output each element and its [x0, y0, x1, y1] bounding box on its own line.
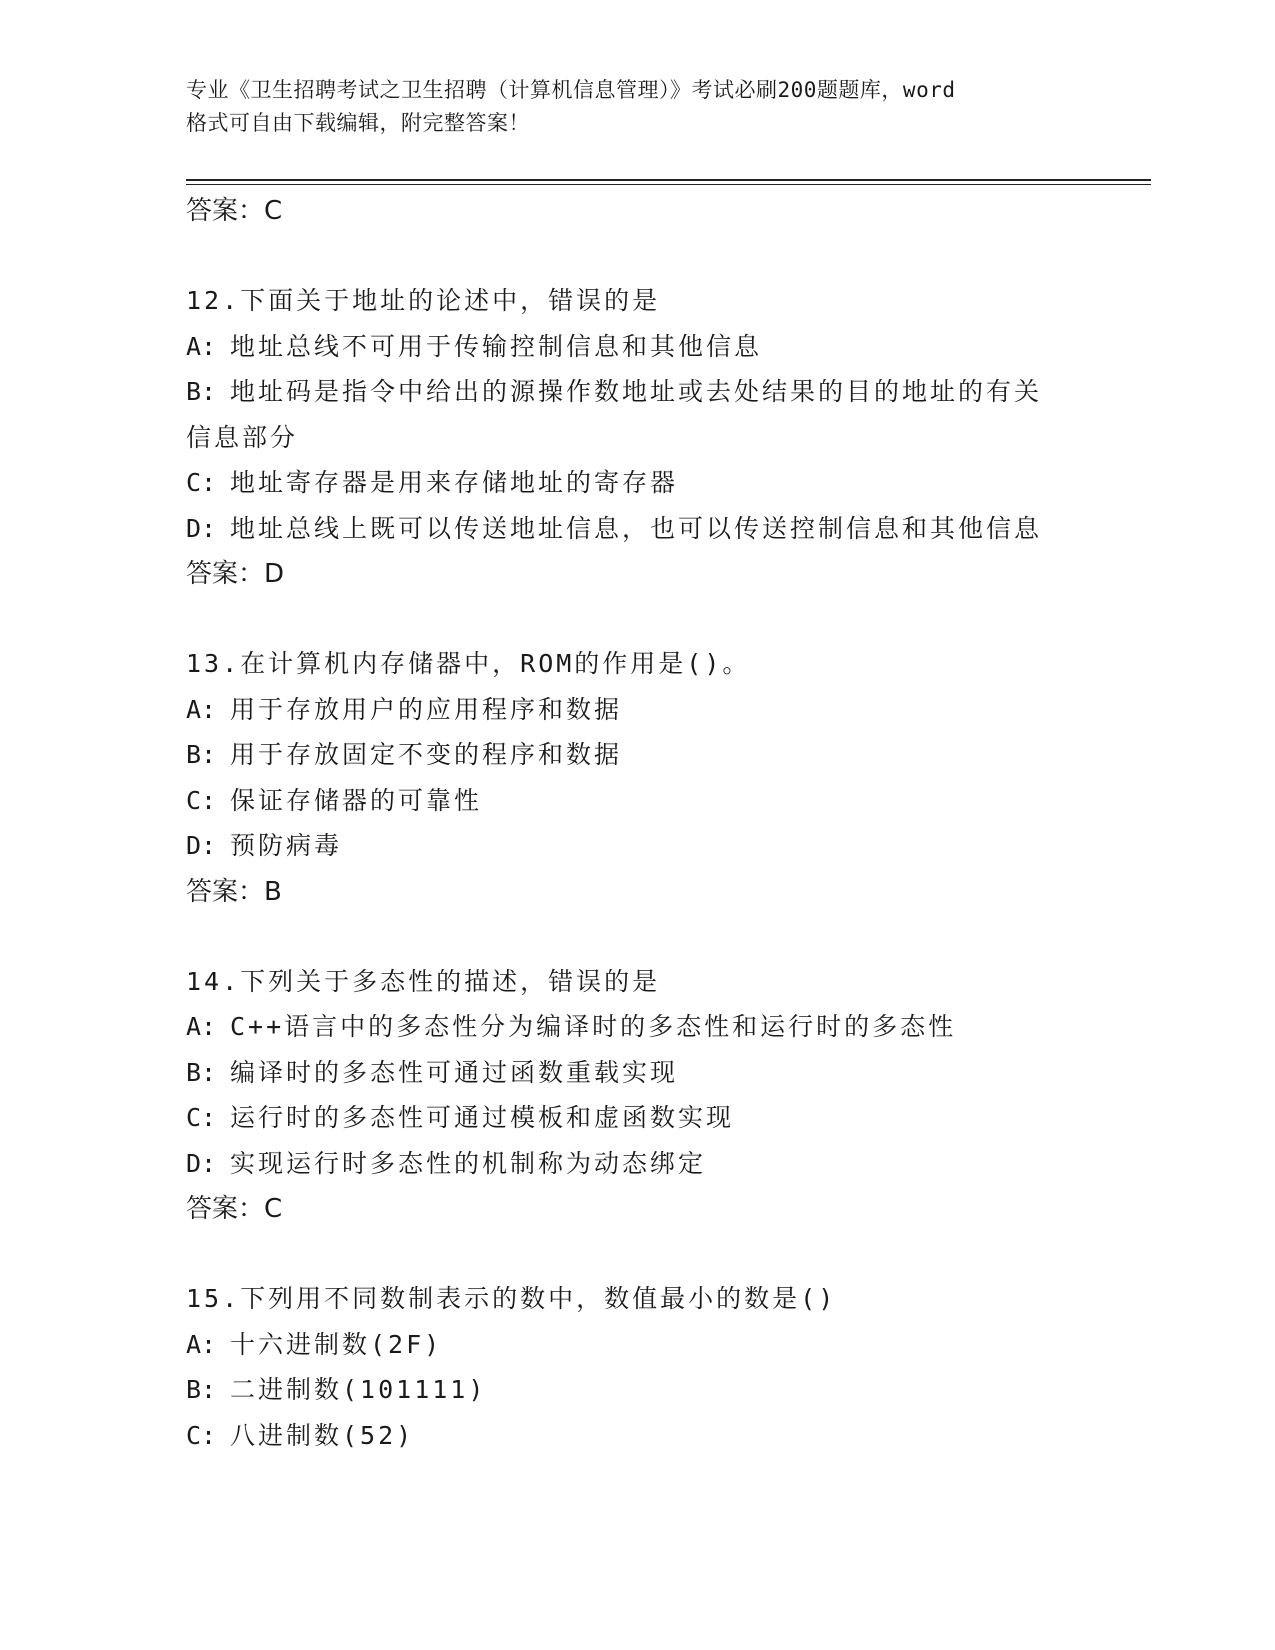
option-key: D: — [186, 831, 217, 860]
option-key: A: — [186, 331, 217, 361]
option-d — [186, 1141, 1086, 1187]
option-text: C++语言中的多态性分为编译时的多态性和运行时的多态性 — [230, 1012, 957, 1041]
header-rule-thick — [186, 179, 1151, 181]
option-c — [186, 460, 1086, 506]
option-key: B: — [186, 377, 217, 406]
option-text: 用于存放用户的应用程序和数据 — [230, 694, 623, 724]
option-key: C: — [186, 785, 217, 815]
option-text: 地址码是指令中给出的源操作数地址或去处结果的目的地址的有关 信息部分 — [186, 377, 1043, 452]
question-block — [186, 1276, 1086, 1458]
option-text: 十六进制数(2F) — [230, 1329, 443, 1359]
option-key: C: — [186, 468, 217, 497]
option-text: 实现运行时多态性的机制称为动态绑定 — [230, 1148, 707, 1178]
answer-line: 答案：D — [186, 559, 285, 589]
question-block — [186, 959, 1086, 1233]
option-b — [186, 369, 1086, 460]
option-c — [186, 778, 1086, 824]
option-key: A: — [186, 1012, 217, 1041]
question-stem: 12.下面关于地址的论述中，错误的是 — [186, 286, 661, 315]
option-text: 保证存储器的可靠性 — [230, 785, 483, 815]
question-block — [186, 641, 1086, 915]
option-text: 地址寄存器是用来存储地址的寄存器 — [230, 468, 679, 497]
page-header: 专业《卫生招聘考试之卫生招聘（计算机信息管理）》考试必刷200题题库，word 格式可自由下载编辑，附完整答案！ — [186, 78, 956, 135]
option-text: 二进制数(101111) — [230, 1375, 487, 1404]
option-key: A: — [186, 694, 217, 724]
question-block — [186, 278, 1086, 597]
option-a — [186, 324, 1086, 370]
option-key: D: — [186, 1148, 217, 1178]
option-b — [186, 732, 1086, 778]
option-c — [186, 1095, 1086, 1141]
option-text: 地址总线上既可以传送地址信息，也可以传送控制信息和其他信息 — [230, 513, 1043, 543]
option-d — [186, 506, 1086, 552]
option-a — [186, 687, 1086, 733]
option-key: D: — [186, 513, 217, 543]
answer-line: 答案：B — [186, 876, 282, 907]
option-key: B: — [186, 1375, 217, 1404]
option-text: 地址总线不可用于传输控制信息和其他信息 — [230, 331, 763, 361]
option-key: A: — [186, 1329, 217, 1359]
option-key: C: — [186, 1420, 217, 1450]
header-rule-thin — [186, 184, 1151, 185]
option-text: 用于存放固定不变的程序和数据 — [230, 740, 623, 769]
option-d — [186, 823, 1086, 869]
option-text: 编译时的多态性可通过函数重载实现 — [230, 1057, 679, 1087]
question-stem: 13.在计算机内存储器中，ROM的作用是()。 — [186, 649, 751, 678]
option-a — [186, 1004, 1086, 1050]
question-stem: 15.下列用不同数制表示的数中，数值最小的数是() — [186, 1284, 837, 1313]
option-key: B: — [186, 1057, 217, 1087]
option-b — [186, 1367, 1086, 1413]
option-text: 预防病毒 — [230, 831, 343, 860]
question-stem: 14.下列关于多态性的描述，错误的是 — [186, 966, 661, 996]
option-text: 运行时的多态性可通过模板和虚函数实现 — [230, 1103, 735, 1132]
option-c — [186, 1413, 1086, 1459]
answer-line: 答案：C — [186, 196, 283, 226]
option-a — [186, 1322, 1086, 1368]
question-list — [186, 188, 1086, 1458]
option-key: B: — [186, 740, 217, 769]
answer-line: 答案：C — [186, 1194, 283, 1224]
option-key: C: — [186, 1103, 217, 1132]
option-text: 八进制数(52) — [230, 1420, 415, 1450]
option-b — [186, 1050, 1086, 1096]
